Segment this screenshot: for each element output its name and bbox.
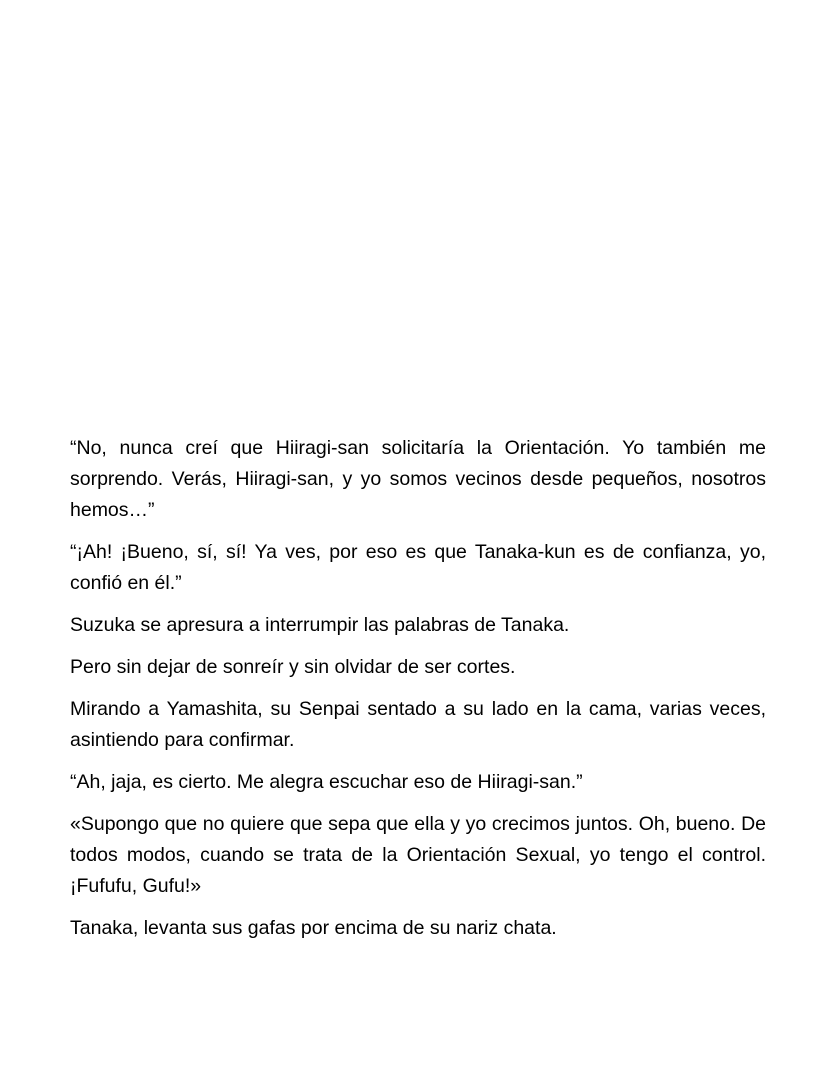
paragraph: “¡Ah! ¡Bueno, sí, sí! Ya ves, por eso es que Tanaka-kun es de confianza, yo, confió en él.” [70,541,766,594]
paragraph: «Supongo que no quiere que sepa que ella y yo crecimos juntos. Oh, bueno. De todos modos, cuando se trata de la Orientación Sexual, yo tengo el control. ¡Fufufu, Gufu!» [70,813,766,897]
document-body [70,433,766,955]
paragraph: “Ah, jaja, es cierto. Me alegra escuchar eso de Hiiragi-san.” [70,771,583,793]
paragraph: Tanaka, levanta sus gafas por encima de su nariz chata. [70,917,557,939]
paragraph: Pero sin dejar de sonreír y sin olvidar de ser cortes. [70,656,516,678]
paragraph: “No, nunca creí que Hiiragi-san solicitaría la Orientación. Yo también me sorprendo. Verás, Hiiragi-san, y yo somos vecinos desde pequeños, nosotros hemos…” [70,437,766,521]
paragraph: Suzuka se apresura a interrumpir las palabras de Tanaka. [70,614,570,636]
paragraph: Mirando a Yamashita, su Senpai sentado a su lado en la cama, varias veces, asintiendo para confirmar. [70,698,766,751]
